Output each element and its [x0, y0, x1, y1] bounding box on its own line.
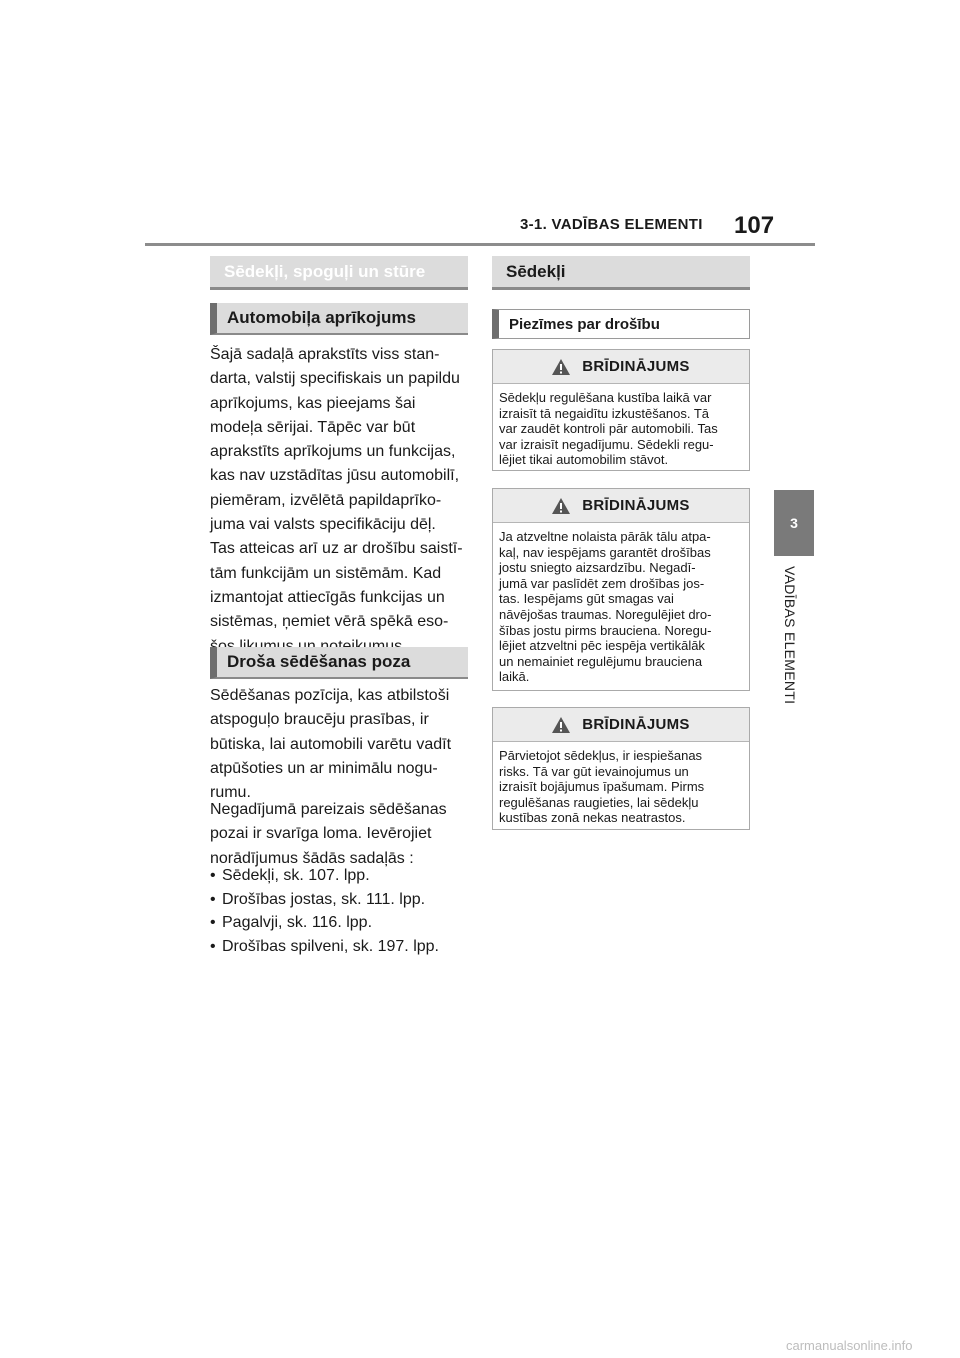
text-line: var izraisīt negadījumu. Sēdekli regu- — [499, 436, 714, 452]
text-line: rumu. — [210, 784, 251, 802]
warning-header — [493, 489, 749, 523]
section-heading-seats: Sēdekļi — [492, 256, 750, 290]
reference-airbags: • Drošības spilveni, sk. 197. lpp. — [210, 935, 470, 959]
text-line: risks. Tā var gūt ievainojumus un — [499, 763, 689, 779]
subheading-safe-seating-position: Droša sēdēšanas poza — [210, 647, 468, 679]
warning-triangle-icon — [552, 359, 570, 375]
footer-watermark: carmanualsonline.info — [786, 1338, 913, 1353]
warning-header — [493, 350, 749, 384]
seating-position-paragraph — [210, 684, 470, 805]
warning-box-1 — [492, 349, 750, 471]
text-line: juma vai valsts specifikāciju dēļ. — [210, 516, 436, 534]
text-line: aprīkojums, kas pieejams šai — [210, 394, 416, 412]
text-line: lējiet atzveltni pēc iespēja vertikālāk — [499, 638, 705, 654]
text-line: sistēmas, ņemiet vērā spēkā eso- — [210, 613, 449, 631]
text-line: Sēdēšanas pozīcija, kas atbilstoši — [210, 687, 450, 704]
subheading-vehicle-equipment: Automobiļa aprīkojums — [210, 303, 468, 335]
text-line: un nemainiet regulējumu brauciena — [499, 653, 703, 669]
page-number: 107 — [734, 212, 775, 239]
warning-box-2 — [492, 488, 750, 691]
text-line: lējiet tikai automobilim stāvot. — [499, 452, 669, 468]
warning-box-3 — [492, 707, 750, 830]
text-line: Ja atzveltne nolaista pārāk tālu atpa- — [499, 529, 711, 544]
warning-header — [493, 708, 749, 742]
reference-list — [210, 864, 470, 958]
reference-seat-belts: • Drošības jostas, sk. 111. lpp. — [210, 888, 470, 912]
text-line: šības jostu pirms brauciena. Noregu- — [499, 622, 712, 638]
text-line: Tas atteicas arī uz ar drošību saistī- — [210, 540, 463, 558]
text-line: nāvējošas traumas. Noregulējiet dro- — [499, 606, 712, 622]
text-line: izraisīt tā negaidītu izkustēšanos. Tā — [499, 405, 710, 421]
reference-seats: • Sēdekļi, sk. 107. lpp. — [210, 864, 470, 888]
text-line: tas. Iespējams gūt smagas vai — [499, 591, 674, 607]
warning-triangle-icon — [552, 498, 570, 514]
text-line: Negadījumā pareizais sēdēšanas — [210, 801, 447, 818]
chapter-tab-label: VADĪBAS ELEMENTI — [782, 566, 798, 705]
text-line: izmantojat attiecīgās funkcijas un — [210, 588, 445, 606]
text-line: Pārvietojot sēdekļus, ir iespiešanas — [499, 748, 703, 763]
text-line: kustības zonā nekas neatrastos. — [499, 810, 686, 826]
warning-title: BRĪDINĀJUMS — [582, 497, 690, 514]
reference-head-restraints: • Pagalvji, sk. 116. lpp. — [210, 911, 470, 935]
text-line: pozai ir svarīga loma. Ievērojiet — [210, 825, 432, 843]
header-divider — [145, 243, 815, 246]
accident-note-paragraph — [210, 798, 470, 871]
text-line: kaļ, nav iespējams garantēt drošības — [499, 544, 711, 560]
chapter-tab: 3 — [774, 490, 814, 556]
section-heading-seats-mirrors-wheel: Sēdekļi, spoguļi un stūre — [210, 256, 468, 290]
warning-triangle-icon — [552, 717, 570, 733]
text-line: aprakstīts aprīkojums un funkcijas, — [210, 443, 456, 461]
text-line: var zaudēt kontroli pār automobili. Tas — [499, 421, 718, 437]
subheading-safety-notes: Piezīmes par drošību — [492, 309, 750, 339]
running-header-section: 3-1. VADĪBAS ELEMENTI — [520, 216, 703, 233]
warning-title: BRĪDINĀJUMS — [582, 358, 690, 375]
text-line: atpūšoties un ar minimālu nogu- — [210, 759, 438, 777]
warning-text — [493, 384, 749, 468]
text-line: jumā var paslīdēt zem drošības jos- — [499, 575, 705, 591]
text-line: norādījumus šādās sadaļās : — [210, 849, 414, 867]
warning-title: BRĪDINĀJUMS — [582, 716, 690, 733]
text-line: izraisīt bojājumus īpašumam. Pirms — [499, 779, 705, 795]
text-line: tām funkcijām un sistēmām. Kad — [210, 564, 442, 582]
text-line: darta, valstij specifiskais un papildu — [210, 370, 460, 388]
text-line: Sēdekļu regulēšana kustība laikā var — [499, 390, 712, 405]
text-line: Šajā sadaļā aprakstīts viss stan- — [210, 346, 440, 363]
text-line: atspoguļo braucēju prasības, ir — [210, 711, 429, 729]
warning-text — [493, 523, 749, 685]
text-line: jostu sniegto aizsardzību. Negadī- — [499, 560, 696, 576]
text-line: modeļa sērijai. Tāpēc var būt — [210, 418, 416, 436]
warning-text — [493, 742, 749, 826]
text-line: regulēšanas raugieties, lai sēdekļu — [499, 794, 699, 810]
text-line: piemēram, izvēlētā papildaprīko- — [210, 491, 442, 509]
text-line: laikā. — [499, 669, 530, 685]
text-line: būtiska, lai automobili varētu vadīt — [210, 735, 452, 753]
vehicle-equipment-paragraph — [210, 343, 470, 659]
text-line: kas nav uzstādītas jūsu automobilī, — [210, 467, 460, 485]
